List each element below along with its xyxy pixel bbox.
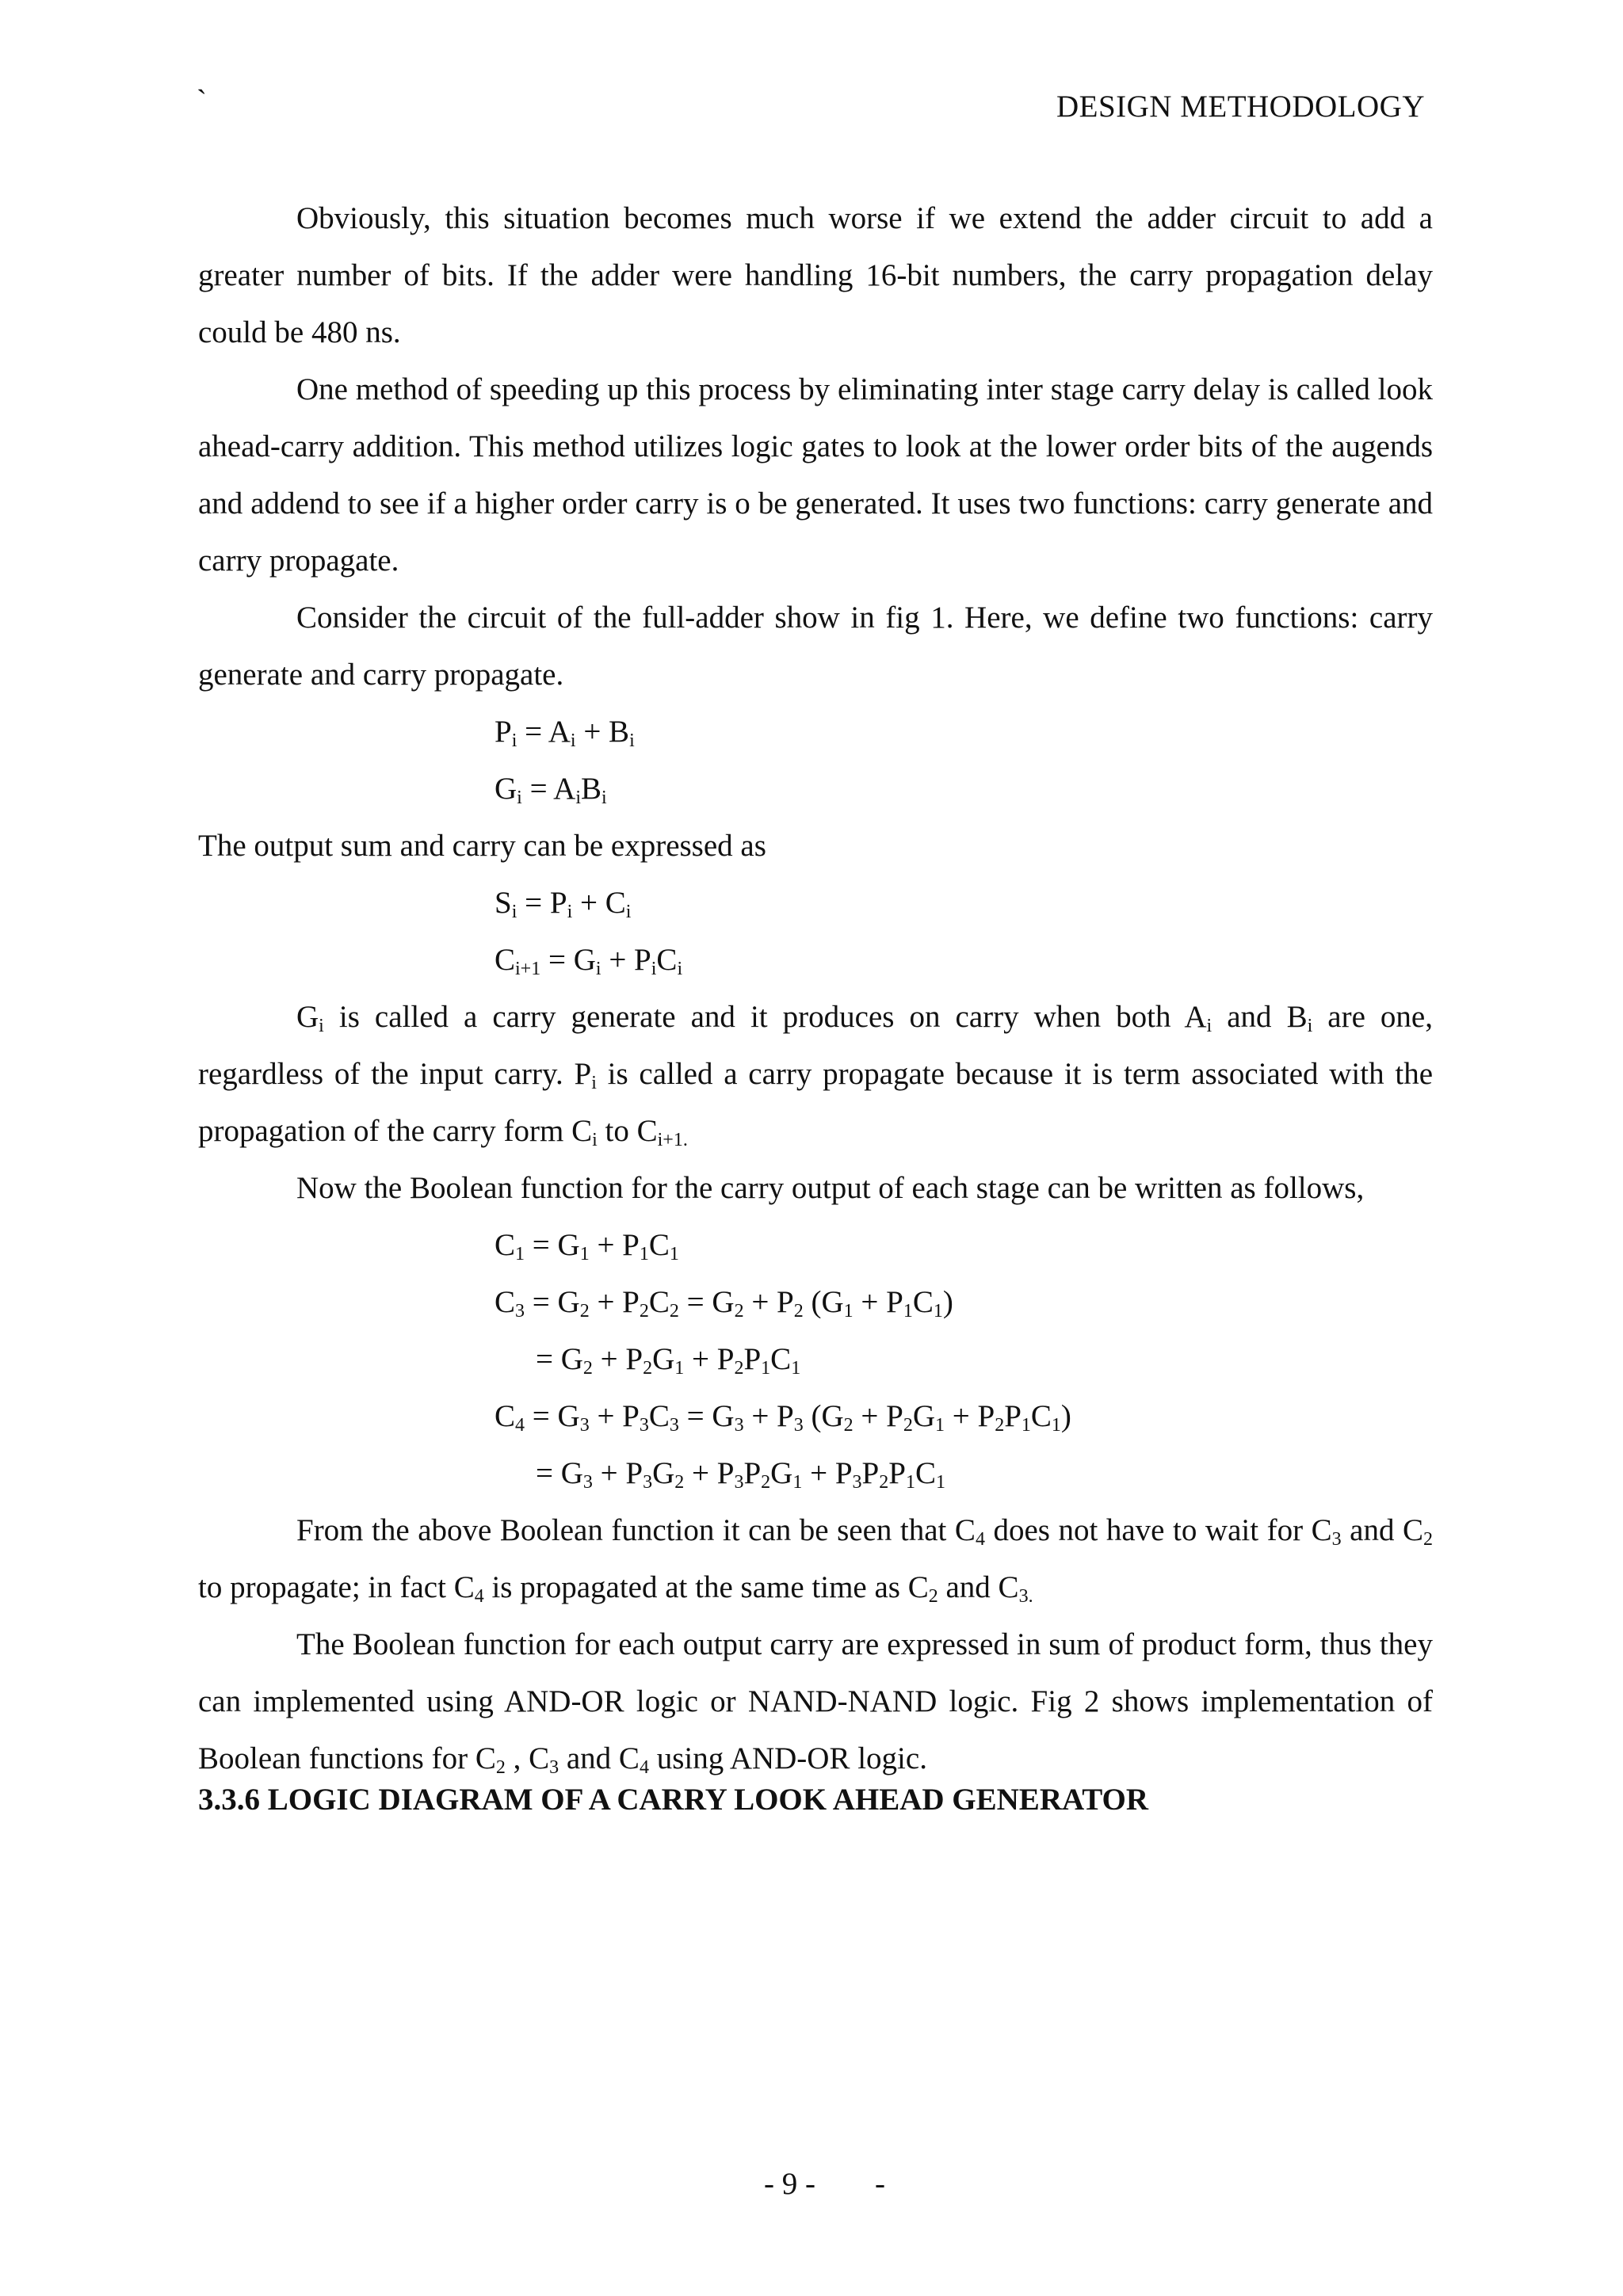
equation-c4: $C_4 = G_3 + P_3C_3 = G_3 + P_3$ $(G_2 + P_2G_1 + P_2P_1C_1)$	[495, 1399, 1071, 1436]
paragraph-3: Consider the circuit of the full-adder show in fig 1. Here, we define two functions: carry generate and carry propagate.	[198, 601, 1433, 692]
paragraph-7: The Boolean function for each output carry are expressed in sum of product form, thus they can implemented using AND-OR logic or NAND-NAND logic. Fig 2 shows implementation of Boolean functions for $C_2$ , $C_3$ and $C_4$ using AND-OR logic.	[198, 1627, 1433, 1778]
equation-c3-expanded: = $G_2 + P_2G_1 + P_2P_1C_1$	[536, 1342, 801, 1379]
equation-generate: $G_i = A_iB_i$	[495, 772, 607, 808]
paragraph-4: The output sum and carry can be expressed as	[198, 829, 766, 863]
paragraph-6: From the above Boolean function it can be seen that $C_4$ does not have to wait for $C_3$ and $C_2$ to propagate; in fact $C_4$ is propagated at the same time as $C_2$ and $C_{3.}$	[198, 1513, 1433, 1607]
equation-c4-expanded: = $G_3 + P_3G_2 + P_3P_2G_1 + P_3P_2P_1C_1$	[536, 1456, 945, 1493]
page-number: - 9 -	[764, 2167, 815, 2201]
paragraph-5: Now the Boolean function for the carry output of each stage can be written as follows,	[296, 1171, 1365, 1205]
running-header: DESIGN METHODOLOGY	[1056, 90, 1425, 124]
paragraph-gi-pi-explanation: $G_i$ is called a carry generate and it produces on carry when both $A_i$ and $B_i$ are one, regardless of the input carry. $P_i$ is called a carry propagate because it is term associated with the propagation of the carry form $C_i$ to $C_{i+1.}$	[198, 1000, 1434, 1150]
equation-sum: $S_i = P_i + C_i$	[495, 886, 632, 922]
equation-c1: $C_1 = G_1 + P_1C_1$	[495, 1228, 679, 1264]
equation-carry-out: $C_{i+1} = G_i + P_iC_i$	[495, 943, 683, 979]
footer-dash: -	[875, 2167, 885, 2201]
header-mark: `	[197, 84, 207, 118]
equation-c3: $C_3 = G_2 + P_2C_2 = G_2 + P_2$ $(G_1 + P_1C_1)$	[495, 1285, 953, 1322]
paragraph-1: Obviously, this situation becomes much worse if we extend the adder circuit to add a greater number of bits. If the adder were handling 16-bit numbers, the carry propagation delay could be 480 ns.	[198, 201, 1433, 349]
equation-propagate: $P_i = A_i + B_i$	[495, 715, 635, 751]
paragraph-2: One method of speeding up this process by eliminating inter stage carry delay is called look ahead-carry addition. This method utilizes logic gates to look at the lower order bits of the augends and addend to see if a higher order carry is o be generated. It uses two functions: carry generate and carry propagate.	[198, 372, 1433, 578]
section-heading: 3.3.6 LOGIC DIAGRAM OF A CARRY LOOK AHEAD GENERATOR	[198, 1783, 1149, 1817]
